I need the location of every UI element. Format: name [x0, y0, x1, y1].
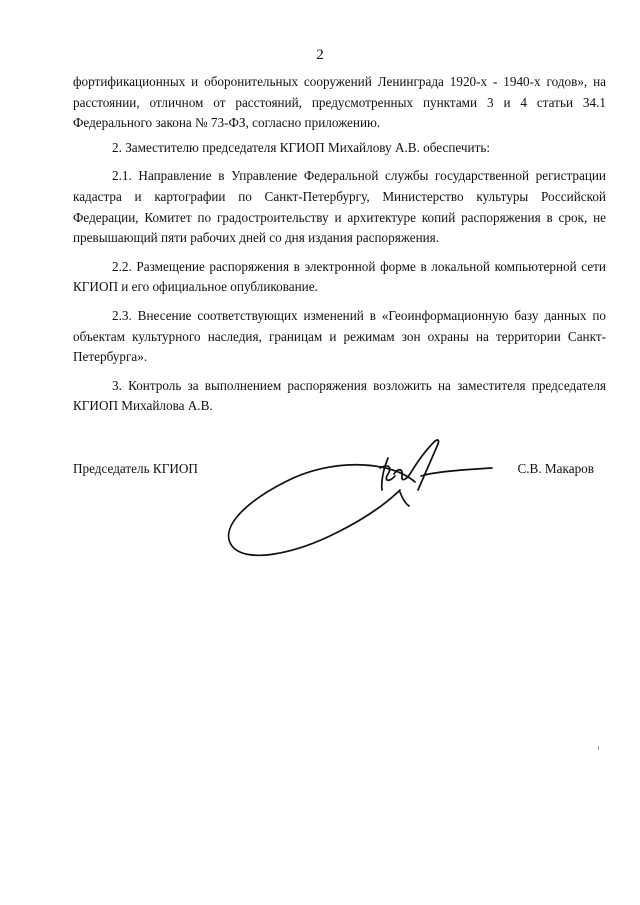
- paragraph-item-2-1: 2.1. Направление в Управление Федеральной службы государственной регистрации кадастра и картографии по Санкт-Петербургу, Министерство культуры Российской Федерации, Комитет по градостроительству и архитектуре копий распоряжения в срок, не превышающий пяти рабочих дней со дня издания распоряжения.: [73, 168, 606, 246]
- handwritten-signature: [220, 430, 510, 570]
- scan-speck: [598, 746, 599, 750]
- signatory-name: С.В. Макаров: [517, 461, 594, 476]
- signatory-title: Председатель КГИОП: [73, 461, 198, 476]
- paragraph-item-2: 2. Заместителю председателя КГИОП Михайлову А.В. обеспечить:: [112, 139, 491, 155]
- document-body: [73, 72, 606, 417]
- paragraph-item-2-3: 2.3. Внесение соответствующих изменений в «Геоинформационную базу данных по объектам культурного наследия, границам и режимам зон охраны на территории Санкт-Петербурга».: [73, 307, 606, 365]
- paragraph-item-2-2: 2.2. Размещение распоряжения в электронной форме в локальной компьютерной сети КГИОП и его официальное опубликование.: [73, 258, 606, 295]
- page-number: 2: [316, 47, 324, 63]
- paragraph-continuation: фортификационных и оборонительных сооружений Ленинграда 1920-х - 1940-х годов», на расстоянии, отличном от расстояний, предусмотренных пунктами 3 и 4 статьи 34.1 Федерального закона № 73-ФЗ, согласно приложению.: [73, 74, 606, 131]
- paragraph-item-3: 3. Контроль за выполнением распоряжения возложить на заместителя председателя КГИОП Михайлова А.В.: [73, 377, 606, 414]
